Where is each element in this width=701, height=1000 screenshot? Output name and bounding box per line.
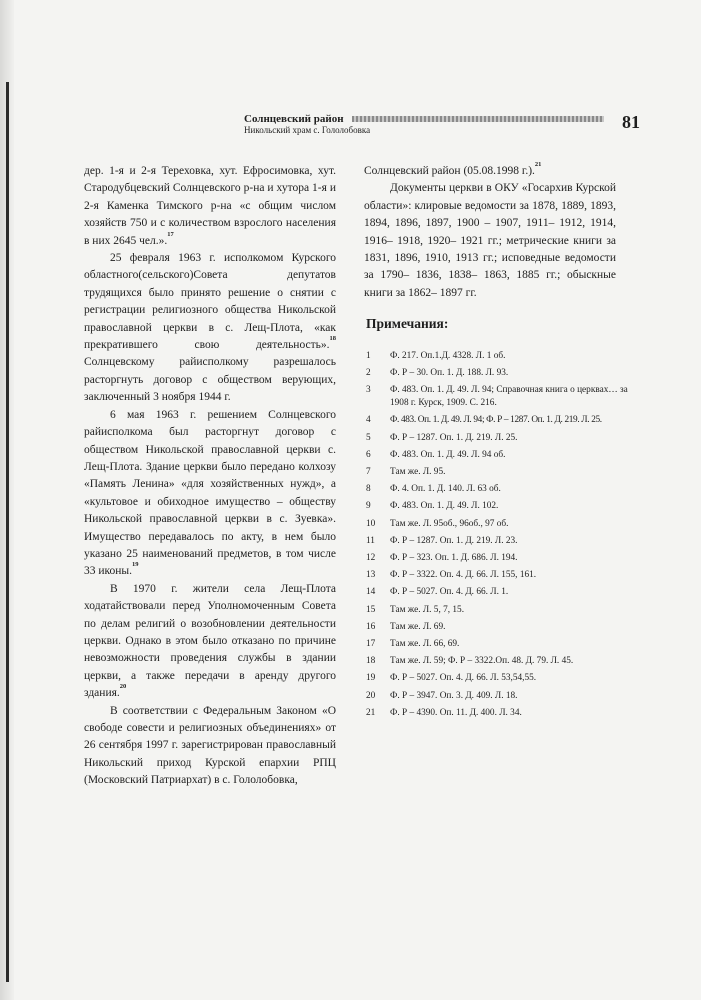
note-item	[366, 670, 636, 687]
note-text: Ф. Р – 5027. Оп. 4. Д. 66. Л. 53,54,55.	[390, 673, 537, 684]
note-text: Ф. Р – 1287. Оп. 1. Д. 219. Л. 23.	[390, 535, 518, 546]
note-text: Ф. 483. Оп. 1. Д. 49. Л. 102.	[390, 501, 499, 512]
paragraph	[84, 250, 336, 407]
note-text: Там же. Л. 66, 69.	[390, 639, 460, 650]
note-text: Там же. Л. 59; Ф. Р – 3322.Оп. 48. Д. 79. Л. 45.	[390, 656, 574, 667]
note-text: Ф. Р – 3322. Оп. 4. Д. 66. Л. 155, 161.	[390, 570, 537, 581]
note-item	[366, 412, 636, 429]
running-header-title: Солнцевский район	[244, 113, 344, 125]
note-number: 20	[366, 690, 376, 701]
note-number: 14	[366, 587, 376, 598]
note-item	[366, 447, 636, 464]
paragraph-text: 6 мая 1963 г. решением Солнцевского райисполкома был расторгнут договор с обществом Никольской православной церкви с. Лещ-Плота. Здание церкви было передано колхозу «Память Ленина» «для хозяйственных нужд», а «культовое и обиходное имущество – обществу Никольской православной церкви в с. Зуевка». Имущество передавалось по акту, в нем было указано 25 наименований предметов, в том числе 33 иконы.	[84, 408, 336, 578]
paragraph	[84, 163, 336, 250]
note-item	[366, 481, 636, 498]
paragraph-text: 25 февраля 1963 г. исполкомом Курского областного(сельского)Совета депутатов трудящихся было принято решение о снятии с регистрации религиозного общества Никольской православной церкви в с. Лещ-Плота, «как прекратившего свою деятельность».	[84, 252, 336, 352]
note-number: 5	[366, 432, 371, 443]
right-text-column	[364, 163, 616, 302]
paragraph	[84, 581, 336, 703]
note-number: 12	[366, 553, 376, 564]
paragraph-text: Солнцевскому райисполкому разрешалось расторгнуть договор с обществом верующих, заключенный 3 ноября 1944 г.	[84, 356, 336, 404]
note-item	[366, 365, 636, 382]
note-text: Ф. Р – 30. Оп. 1. Д. 188. Л. 93.	[390, 368, 509, 379]
note-item	[366, 382, 636, 412]
left-text-column	[84, 163, 336, 790]
note-number: 3	[366, 385, 371, 396]
note-item	[366, 653, 636, 670]
paragraph-text: Солнцевский район (05.08.1998 г.).	[364, 165, 535, 177]
paragraph-text: В 1970 г. жители села Лещ-Плота ходатайствовали перед Уполномоченным Совета по делам религий о возобновлении деятельности церкви. Однако в этом было отказано по причине невозможности проведения службы в здании церкви, а также передачи в аренду другого здания.	[84, 582, 336, 700]
note-number: 10	[366, 518, 376, 529]
note-number: 17	[366, 639, 376, 650]
note-item	[366, 533, 636, 550]
note-number: 18	[366, 656, 376, 667]
note-text: Там же. Л. 95об., 96об., 97 об.	[390, 518, 509, 529]
header-rule	[352, 116, 604, 122]
note-item	[366, 619, 636, 636]
note-number: 9	[366, 501, 371, 512]
note-item	[366, 567, 636, 584]
note-text: Ф. 4. Оп. 1. Д. 140. Л. 63 об.	[390, 484, 501, 495]
scan-shadow-line	[6, 82, 9, 982]
note-number: 16	[366, 621, 376, 632]
note-item	[366, 636, 636, 653]
note-item	[366, 430, 636, 447]
notes-list	[366, 348, 636, 722]
note-number: 13	[366, 570, 376, 581]
note-number: 21	[366, 707, 376, 718]
note-number: 19	[366, 673, 376, 684]
note-item	[366, 464, 636, 481]
paragraph-text: дер. 1-я и 2-я Тереховка, хут. Ефросимовка, хут. Стародубцевский Солнцевского р-на и хутора 1-я и 2-я Каменка Тимского р-на «с общим числом хозяйств 750 и с количеством взрослого населения в них 2645 чел.».	[84, 165, 336, 247]
footnote-ref: 17	[167, 230, 174, 238]
note-text: Ф. Р – 3947. Оп. 3. Д. 409. Л. 18.	[390, 690, 518, 701]
note-text: Ф. 483. Оп. 1. Д. 49. Л. 94; Справочная книга о церквах… за 1908 г. Курск, 1909. С. 216.	[390, 385, 628, 409]
footnote-ref: 21	[534, 161, 542, 168]
footnote-ref: 18	[329, 335, 336, 343]
paragraph	[364, 163, 616, 180]
note-number: 8	[366, 484, 371, 495]
note-text: Ф. 483. Оп. 1. Д. 49. Л. 94; Ф. Р – 1287. Оп. 1. Д. 219. Л. 25.	[390, 415, 602, 426]
footnote-ref: 19	[132, 561, 139, 569]
note-text: Там же. Л. 95.	[390, 467, 446, 478]
note-text: Там же. Л. 69.	[390, 621, 446, 632]
note-number: 7	[366, 467, 371, 478]
note-number: 11	[366, 535, 375, 546]
note-number: 2	[366, 368, 371, 379]
note-number: 4	[366, 415, 371, 426]
note-text: Ф. 483. Оп. 1. Д. 49. Л. 94 об.	[390, 449, 506, 460]
note-item	[366, 688, 636, 705]
footnote-ref: 20	[119, 683, 127, 691]
paragraph	[84, 407, 336, 581]
note-text: Ф. Р – 323. Оп. 1. Д. 686. Л. 194.	[390, 553, 518, 564]
note-item	[366, 602, 636, 619]
note-item	[366, 516, 636, 533]
page-number: 81	[622, 112, 640, 132]
note-item	[366, 550, 636, 567]
note-text: Там же. Л. 5, 7, 15.	[390, 604, 465, 615]
note-number: 15	[366, 604, 376, 615]
notes-heading: Примечания:	[366, 316, 449, 331]
paragraph-text: В соответствии с Федеральным Законом «О свободе совести и религиозных объединениях» от 26 сентября 1997 г. зарегистрирован православный Никольский приход Курской епархии РПЦ (Московский Патриархат) в с. Гололобовка,	[84, 704, 336, 787]
paragraph-text: Документы церкви в ОКУ «Госархив Курской области»: клировые ведомости за 1878, 1889, 1893, 1894, 1896, 1897, 1900 – 1907, 1911– 1912, 1914, 1916– 1918, 1920– 1921 гг.; метрические книги за 1831, 1896, 1910, 1913 гг.; исповедные ведомости за 1790– 1836, 1838– 1863, 1885 гг.; обыскные книги за 1862– 1897 гг.	[364, 182, 616, 299]
note-item	[366, 498, 636, 515]
note-text: Ф. Р – 1287. Оп. 1. Д. 219. Л. 25.	[390, 432, 518, 443]
paragraph	[84, 703, 336, 790]
note-item	[366, 584, 636, 601]
note-number: 6	[366, 449, 371, 460]
note-text: Ф. Р – 4390. Оп. 11. Д. 400. Л. 34.	[390, 707, 522, 718]
note-number: 1	[366, 351, 371, 361]
note-item	[366, 705, 636, 722]
running-header-subtitle: Никольский храм с. Гололобовка	[244, 125, 371, 135]
paragraph	[364, 180, 616, 302]
note-item	[366, 348, 636, 365]
note-text: Ф. 217. Оп.1.Д. 4328. Л. 1 об.	[390, 351, 506, 361]
note-text: Ф. Р – 5027. Оп. 4. Д. 66. Л. 1.	[390, 587, 509, 598]
